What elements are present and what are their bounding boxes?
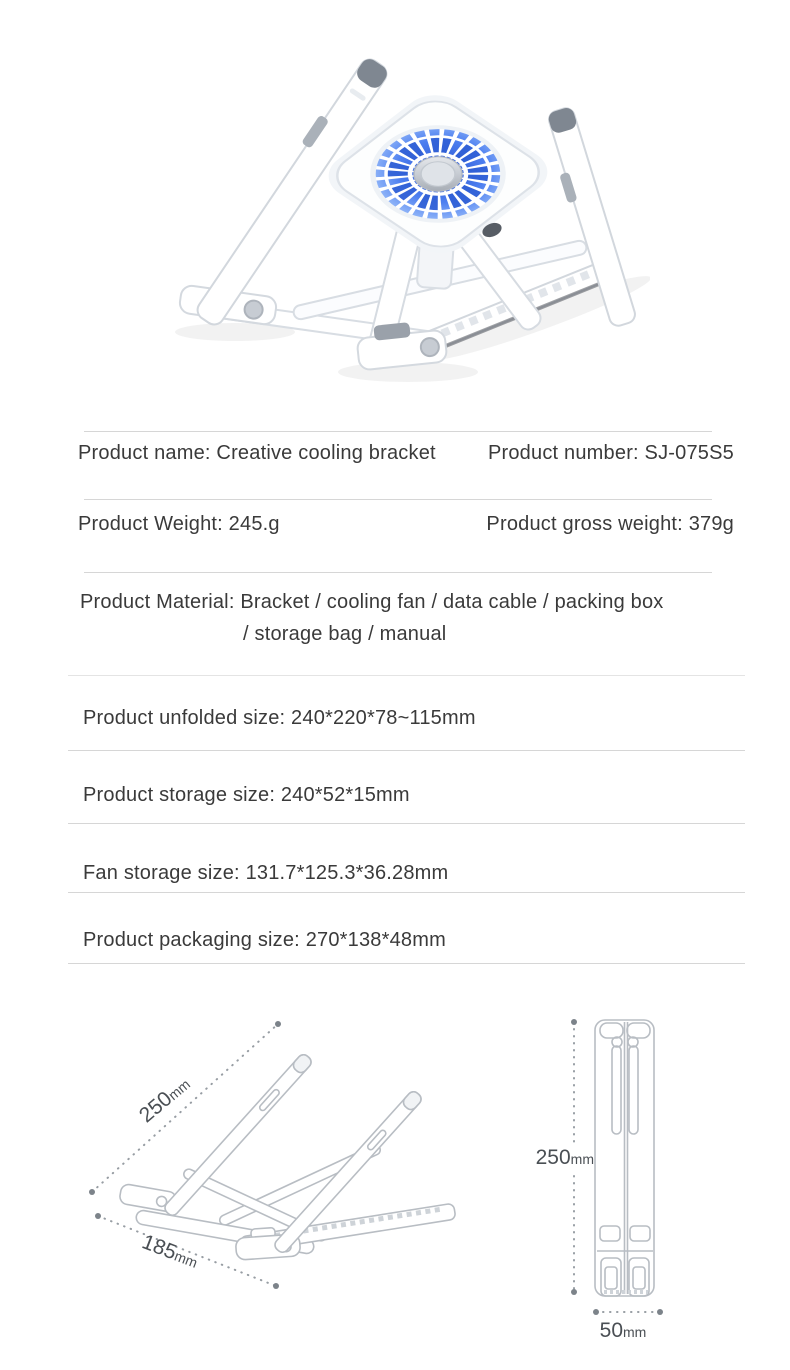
spec-divider-5 bbox=[68, 750, 745, 751]
spec-gross-weight: Product gross weight: 379g bbox=[486, 513, 734, 535]
dim-label-unfolded-depth: 185mm bbox=[138, 1230, 200, 1271]
spec-product-weight: Product Weight: 245.g bbox=[78, 513, 280, 535]
spec-divider-7 bbox=[68, 892, 745, 893]
spec-divider-1 bbox=[84, 431, 712, 432]
spec-unfolded-size: Product unfolded size: 240*220*78~115mm bbox=[83, 707, 476, 729]
dim-label-folded-height: 250mm bbox=[535, 1146, 594, 1169]
spec-product-name: Product name: Creative cooling bracket bbox=[78, 442, 436, 464]
spec-divider-6 bbox=[68, 823, 745, 824]
spec-divider-8 bbox=[68, 963, 745, 964]
spec-product-number: Product number: SJ-075S5 bbox=[487, 442, 734, 464]
product-photo bbox=[140, 22, 650, 422]
spec-fan-storage-size: Fan storage size: 131.7*125.3*36.28mm bbox=[83, 862, 449, 884]
spec-divider-2 bbox=[84, 499, 712, 500]
dim-label-folded-width: 50mm bbox=[599, 1319, 647, 1342]
spec-material-line1: Product Material: Bracket / cooling fan / data cable / packing box bbox=[80, 591, 664, 613]
dim-label-unfolded-length: 250mm bbox=[134, 1075, 194, 1128]
spec-storage-size: Product storage size: 240*52*15mm bbox=[83, 784, 410, 806]
spec-divider-3 bbox=[84, 572, 712, 573]
spec-material-line2: / storage bag / manual bbox=[243, 623, 447, 645]
spec-packaging-size: Product packaging size: 270*138*48mm bbox=[83, 929, 446, 951]
spec-divider-4 bbox=[68, 675, 745, 676]
diagram-unfolded-stand bbox=[60, 1000, 480, 1320]
dimension-line-width bbox=[593, 1309, 663, 1315]
